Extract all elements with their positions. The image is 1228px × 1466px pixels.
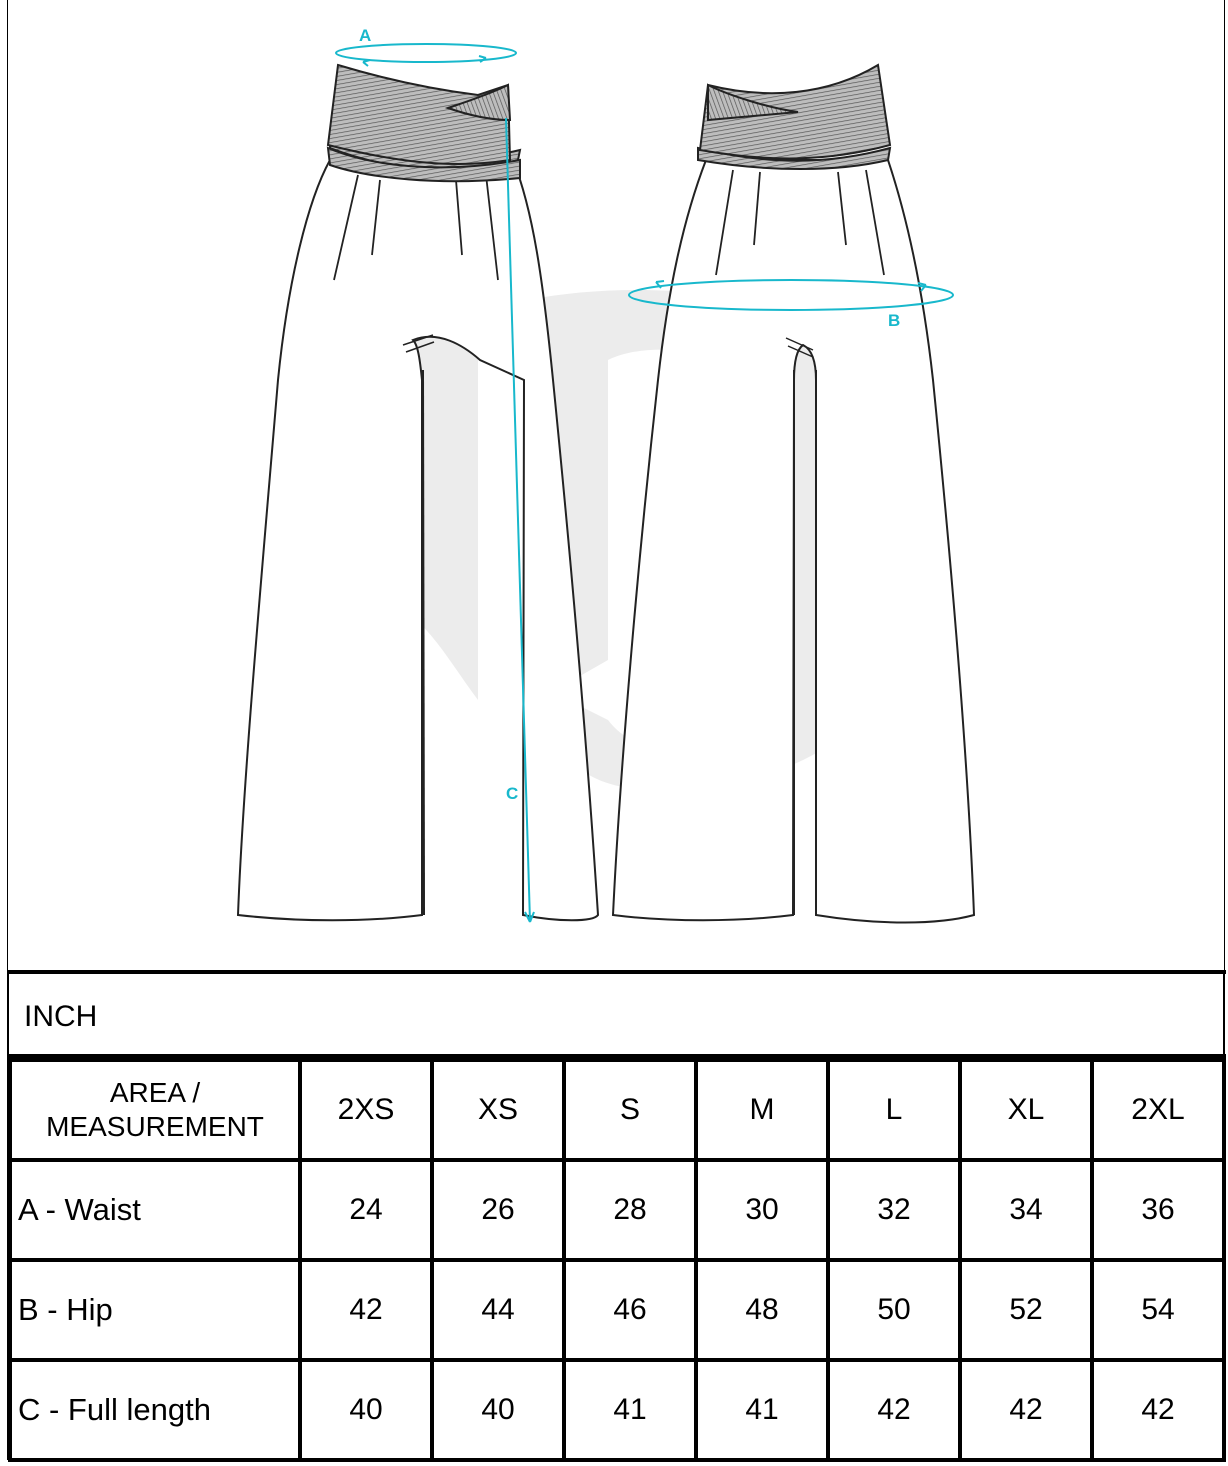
table-cell: 28 [564, 1160, 696, 1260]
table-row-waist [10, 1160, 1224, 1260]
table-cell: 30 [696, 1160, 828, 1260]
pants-diagram-svg [8, 0, 1224, 970]
table-cell: 41 [564, 1360, 696, 1460]
label-c: C [506, 784, 519, 803]
table-cell: 46 [564, 1260, 696, 1360]
table-row-hip [10, 1260, 1224, 1360]
table-cell: 41 [696, 1360, 828, 1460]
unit-row [8, 970, 1226, 1058]
label-b: B [888, 311, 901, 330]
table-cell: 42 [1092, 1360, 1224, 1460]
table-cell: 40 [300, 1360, 432, 1460]
header-size: XL [960, 1060, 1092, 1160]
unit-label: INCH [24, 1000, 98, 1033]
table-cell: 48 [696, 1260, 828, 1360]
row-label: B - Hip [10, 1260, 300, 1360]
table-cell: 42 [960, 1360, 1092, 1460]
pants-back-view [613, 65, 974, 923]
row-label: A - Waist [10, 1160, 300, 1260]
table-cell: 24 [300, 1160, 432, 1260]
header-size: XS [432, 1060, 564, 1160]
garment-illustration [8, 0, 1224, 970]
table-cell: 44 [432, 1260, 564, 1360]
size-chart-table [8, 1058, 1226, 1462]
header-size: 2XL [1092, 1060, 1224, 1160]
label-a: A [359, 26, 372, 45]
table-row-length [10, 1360, 1224, 1460]
row-label: C - Full length [10, 1360, 300, 1460]
header-size: S [564, 1060, 696, 1160]
measure-waist-a [336, 44, 516, 66]
header-size: L [828, 1060, 960, 1160]
table-cell: 36 [1092, 1160, 1224, 1260]
table-cell: 42 [828, 1360, 960, 1460]
table-cell: 42 [300, 1260, 432, 1360]
table-cell: 32 [828, 1160, 960, 1260]
pants-front-view [238, 65, 598, 920]
header-size: M [696, 1060, 828, 1160]
table-cell: 50 [828, 1260, 960, 1360]
table-cell: 34 [960, 1160, 1092, 1260]
table-cell: 52 [960, 1260, 1092, 1360]
header-area-measurement [10, 1060, 300, 1160]
header-area-text: AREA / [109, 1077, 201, 1108]
header-size: 2XS [300, 1060, 432, 1160]
table-cell: 54 [1092, 1260, 1224, 1360]
table-header-row [10, 1060, 1224, 1160]
table-cell: 26 [432, 1160, 564, 1260]
table-cell: 40 [432, 1360, 564, 1460]
header-measurement-text: MEASUREMENT [46, 1111, 264, 1142]
